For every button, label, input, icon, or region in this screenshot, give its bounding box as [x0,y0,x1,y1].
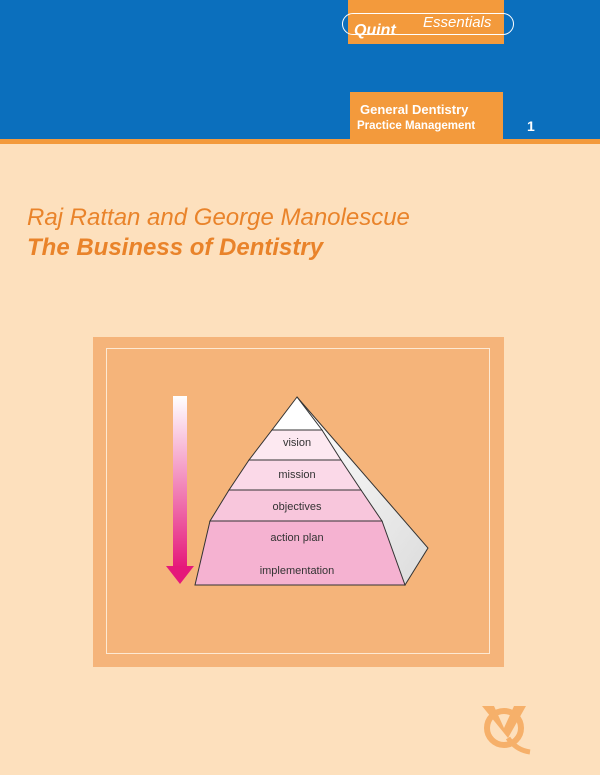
pyramid-label-vision: vision [282,437,312,449]
pyramid-label-implementation: implementation [259,565,335,577]
pyramid-label-action-plan: action plan [270,532,324,544]
down-arrow-icon [166,396,194,584]
book-authors: Raj Rattan and George Manolescue [27,204,410,231]
book-title: The Business of Dentistry [27,234,324,261]
series-line-1: General Dentistry [360,102,469,117]
pyramid-label-mission: mission [278,469,316,481]
pyramid-label-objectives: objectives [272,501,322,513]
volume-number: 1 [527,118,535,134]
brand-quint: Quint [354,22,396,39]
quintessence-q-logo-icon [478,702,534,758]
pyramid-tier-vision [272,397,322,430]
brand-essentials: Essentials [423,14,492,31]
series-line-2: Practice Management [357,120,476,132]
